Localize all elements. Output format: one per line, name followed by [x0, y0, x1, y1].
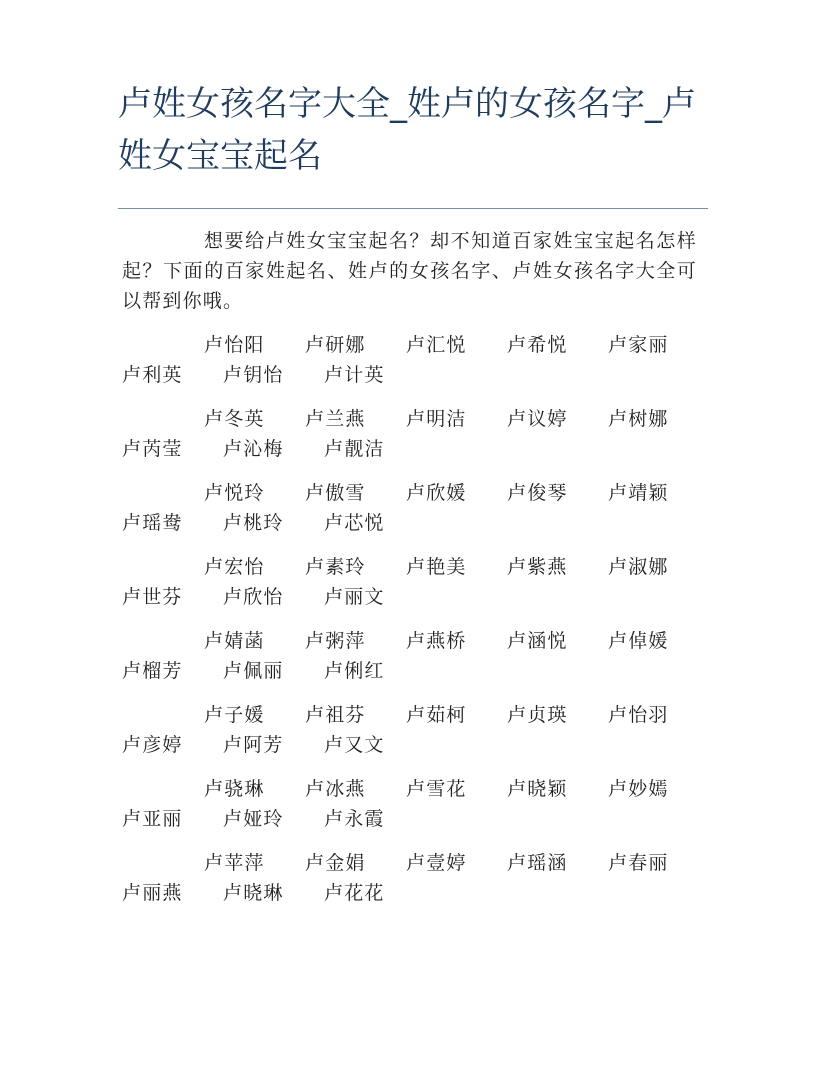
name-item: 卢晓琳 [223, 882, 284, 904]
name-line [122, 656, 697, 686]
name-item: 卢明洁 [406, 408, 467, 430]
name-item: 卢彦婷 [122, 734, 183, 756]
name-item: 卢榴芳 [122, 660, 183, 682]
name-item: 卢芯悦 [324, 512, 385, 534]
name-item: 卢俐红 [324, 660, 385, 682]
name-item: 卢亚丽 [122, 808, 183, 830]
name-group [122, 700, 697, 760]
name-item: 卢祖芬 [305, 704, 366, 726]
name-item: 卢家丽 [608, 334, 669, 356]
name-line [122, 848, 697, 878]
name-line [122, 804, 697, 834]
name-line [122, 582, 697, 612]
name-item: 卢世芬 [122, 586, 183, 608]
name-item: 卢丽文 [324, 586, 385, 608]
name-item: 卢欣媛 [406, 482, 467, 504]
name-item: 卢燕桥 [406, 630, 467, 652]
name-item: 卢骁琳 [204, 778, 265, 800]
name-item: 卢研娜 [305, 334, 366, 356]
name-line [122, 330, 697, 360]
name-line [122, 552, 697, 582]
document-body [122, 226, 697, 922]
name-item: 卢树娜 [608, 408, 669, 430]
name-group [122, 404, 697, 464]
name-item: 卢金娟 [305, 852, 366, 874]
name-item: 卢倬媛 [608, 630, 669, 652]
name-line [122, 626, 697, 656]
name-item: 卢妙嫣 [608, 778, 669, 800]
name-item: 卢晓颖 [507, 778, 568, 800]
name-item: 卢阿芳 [223, 734, 284, 756]
name-item: 卢春丽 [608, 852, 669, 874]
name-item: 卢苹萍 [204, 852, 265, 874]
name-item: 卢又文 [324, 734, 385, 756]
name-group [122, 330, 697, 390]
name-item: 卢欣怡 [223, 586, 284, 608]
name-item: 卢丽燕 [122, 882, 183, 904]
name-item: 卢子媛 [204, 704, 265, 726]
name-group [122, 848, 697, 908]
document-title: 卢姓女孩名字大全_姓卢的女孩名字_卢姓女宝宝起名 [118, 84, 696, 176]
name-item: 卢傲雪 [305, 482, 366, 504]
name-item: 卢冰燕 [305, 778, 366, 800]
name-item: 卢冬英 [204, 408, 265, 430]
name-item: 卢婧菡 [204, 630, 265, 652]
name-item: 卢靓洁 [324, 438, 385, 460]
name-item: 卢希悦 [507, 334, 568, 356]
name-item: 卢怡阳 [204, 334, 265, 356]
name-item: 卢淑娜 [608, 556, 669, 578]
title-divider [118, 208, 708, 209]
name-group [122, 774, 697, 834]
name-line [122, 360, 697, 390]
name-item: 卢粥萍 [305, 630, 366, 652]
intro-paragraph: 想要给卢姓女宝宝起名？却不知道百家姓宝宝起名怎样起？下面的百家姓起名、姓卢的女孩名字、卢姓女孩名字大全可以帮到你哦。 [122, 230, 697, 312]
name-item: 卢桃玲 [223, 512, 284, 534]
name-line [122, 478, 697, 508]
name-item: 卢靖颖 [608, 482, 669, 504]
name-group [122, 626, 697, 686]
name-item: 卢沁梅 [223, 438, 284, 460]
name-item: 卢汇悦 [406, 334, 467, 356]
name-item: 卢雪花 [406, 778, 467, 800]
name-line [122, 774, 697, 804]
name-item: 卢利英 [122, 364, 183, 386]
name-item: 卢贞瑛 [507, 704, 568, 726]
name-item: 卢芮莹 [122, 438, 183, 460]
name-item: 卢宏怡 [204, 556, 265, 578]
name-item: 卢议婷 [507, 408, 568, 430]
name-item: 卢茹柯 [406, 704, 467, 726]
name-item: 卢紫燕 [507, 556, 568, 578]
name-group [122, 478, 697, 538]
name-item: 卢瑶涵 [507, 852, 568, 874]
name-item: 卢瑶鸯 [122, 512, 183, 534]
name-line [122, 404, 697, 434]
name-item: 卢壹婷 [406, 852, 467, 874]
name-item: 卢娅玲 [223, 808, 284, 830]
name-item: 卢俊琴 [507, 482, 568, 504]
name-item: 卢素玲 [305, 556, 366, 578]
name-item: 卢怡羽 [608, 704, 669, 726]
name-item: 卢钥怡 [223, 364, 284, 386]
name-line [122, 508, 697, 538]
name-line [122, 730, 697, 760]
name-item: 卢佩丽 [223, 660, 284, 682]
name-item: 卢永霞 [324, 808, 385, 830]
name-item: 卢计英 [324, 364, 385, 386]
name-line [122, 700, 697, 730]
name-item: 卢涵悦 [507, 630, 568, 652]
name-line [122, 434, 697, 464]
name-line [122, 878, 697, 908]
name-group [122, 552, 697, 612]
name-item: 卢艳美 [406, 556, 467, 578]
name-item: 卢悦玲 [204, 482, 265, 504]
name-item: 卢花花 [324, 882, 385, 904]
name-item: 卢兰燕 [305, 408, 366, 430]
